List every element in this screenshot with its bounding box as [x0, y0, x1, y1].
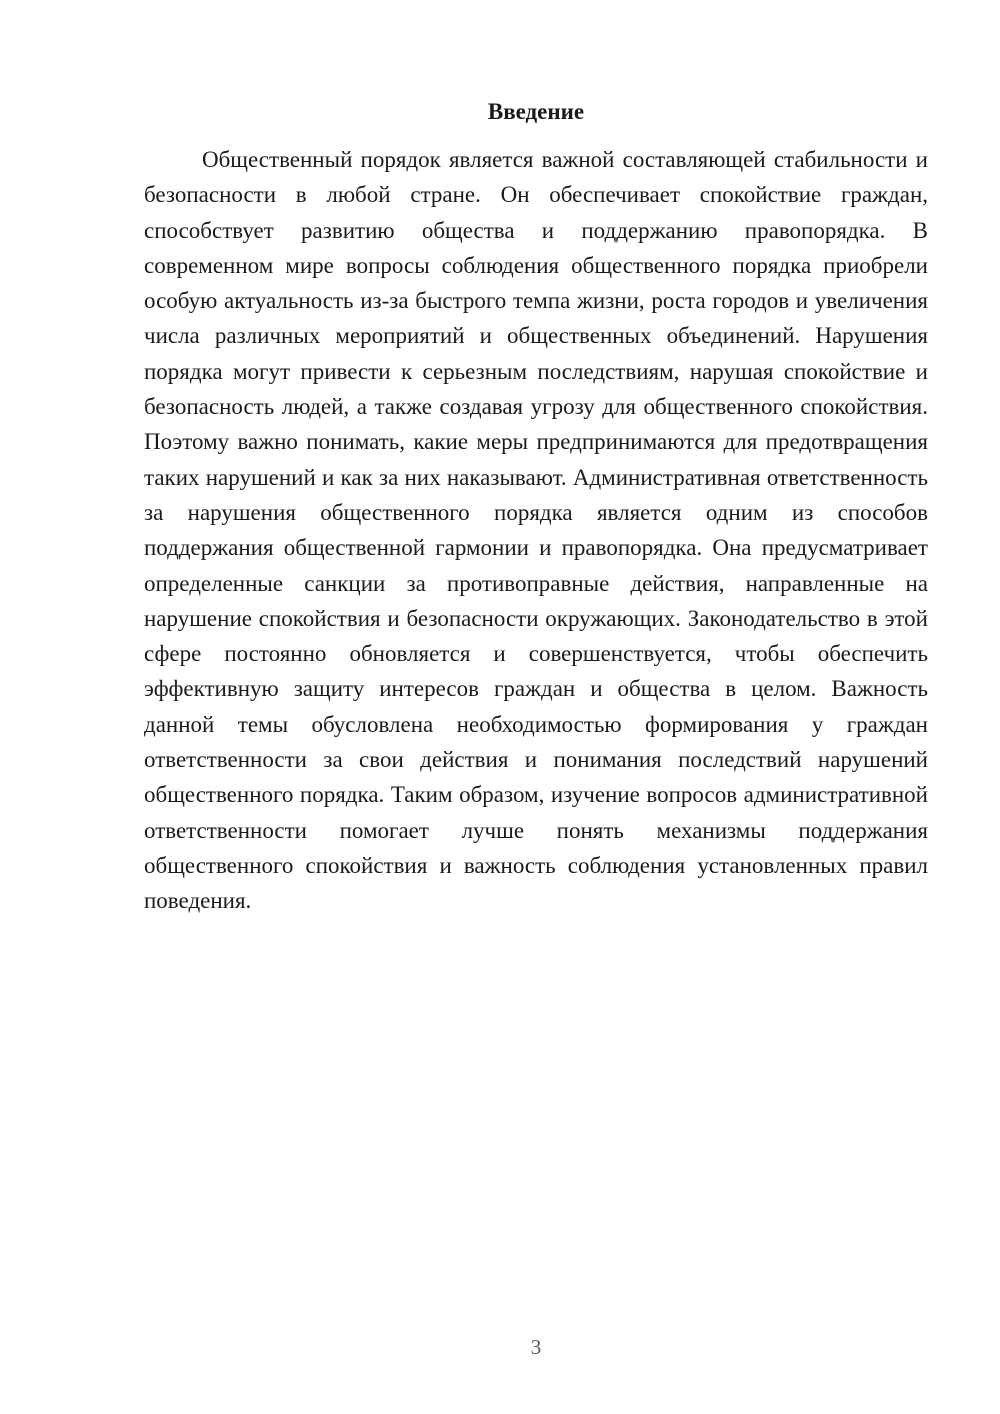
page-number: 3	[530, 1335, 542, 1359]
body-paragraph: Общественный порядок является важной составляющей стабильности и безопасности в любой стране. Он обеспечивает спокойствие граждан, способствует развитию общества и поддержанию правопорядка. В современном мире вопросы соблюдения общественного порядка приобрели особую актуальность из-за быстрого темпа жизни, роста городов и увеличения числа различных мероприятий и общественных объединений. Нарушения порядка могут привести к серьезным последствиям, нарушая спокойствие и безопасность людей, а также создавая угрозу для общественного спокойствия. Поэтому важно понимать, какие меры предпринимаются для предотвращения таких нарушений и как за них наказывают. Административная ответственность за нарушения общественного порядка является одним из способов поддержания общественной гармонии и правопорядка. Она предусматривает определенные санкции за противоправные действия, направленные на нарушение спокойствия и безопасности окружающих. Законодательство в этой сфере постоянно обновляется и совершенствуется, чтобы обеспечить эффективную защиту интересов граждан и общества в целом. Важность данной темы обусловлена необходимостью формирования у граждан ответственности за свои действия и понимания последствий нарушений общественного порядка. Таким образом, изучение вопросов административной ответственности помогает лучше понять механизмы поддержания общественного спокойствия и важность соблюдения установленных правил поведения.	[144, 147, 928, 914]
section-heading: Введение	[487, 99, 585, 124]
